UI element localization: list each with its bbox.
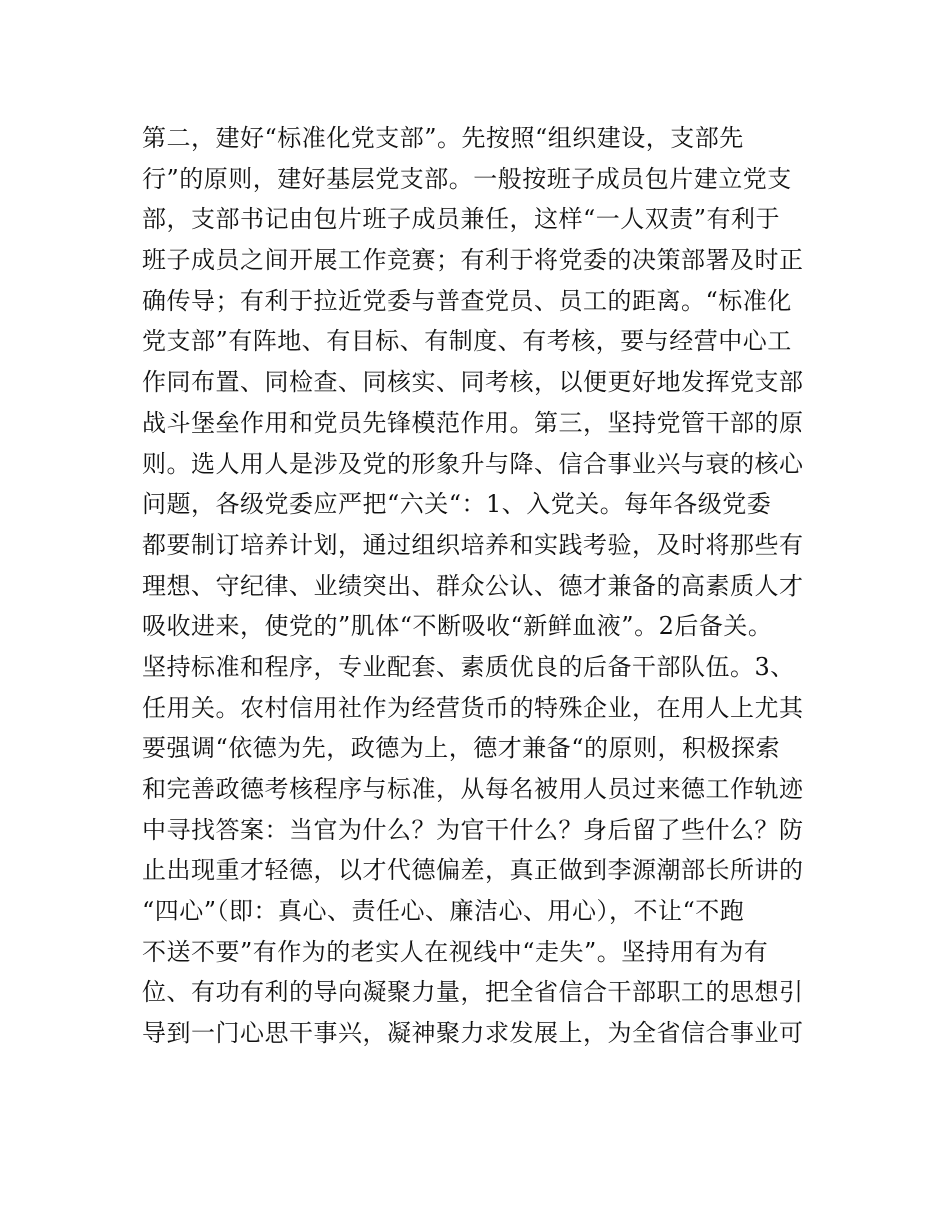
text-line: 坚持标准和程序，专业配套、素质优良的后备干部队伍。3、 — [142, 652, 795, 681]
text-line: 行”的原则，建好基层党支部。一般按班子成员包片建立党支 — [142, 164, 792, 193]
text-line: 中寻找答案：当官为什么？为官干什么？身后留了些什么？防 — [142, 815, 804, 844]
text-line: 部，支部书记由包片班子成员兼任，这样“一人双责”有利于 — [142, 205, 781, 234]
text-line: 止出现重才轻德，以才代德偏差，真正做到李源潮部长所讲的 — [142, 856, 804, 885]
text-line: 第二，建好“标准化党支部”。先按照“组织建设，支部先 — [142, 124, 744, 152]
body-text — [142, 118, 822, 1054]
text-line: 任用关。农村信用社作为经营货币的特殊企业，在用人上尤其 — [142, 693, 804, 722]
text-line: “四心”（即：真心、责任心、廉洁心、用心），不让“不跑 — [142, 897, 745, 926]
text-line: 党支部”有阵地、有目标、有制度、有考核，要与经营中心工 — [142, 327, 792, 356]
text-line: 战斗堡垒作用和党员先锋模范作用。第三，坚持党管干部的原 — [142, 408, 804, 437]
text-line: 理想、守纪律、业绩突出、群众公认、德才兼备的高素质人才 — [142, 571, 804, 600]
text-line: 作同布置、同检查、同核实、同考核，以便更好地发挥党支部 — [142, 368, 804, 397]
text-line: 要强调“依德为先，政德为上，德才兼备“的原则，积极探索 — [142, 734, 781, 763]
text-line: 则。选人用人是涉及党的形象升与降、信合事业兴与衰的核心 — [142, 449, 804, 478]
text-line: 不送不要”有作为的老实人在视线中“走失”。坚持用有为有 — [142, 937, 769, 966]
text-line: 确传导；有利于拉近党委与普查党员、员工的距离。“标准化 — [142, 286, 792, 315]
text-line: 导到一门心思干事兴，凝神聚力求发展上，为全省信合事业可 — [142, 1019, 804, 1048]
text-line: 都要制订培养计划，通过组织培养和实践考验，及时将那些有 — [142, 530, 804, 559]
text-line: 问题，各级党委应严把“六关“：1、入党关。每年各级党委 — [142, 490, 772, 519]
text-line: 位、有功有利的导向凝聚力量，把全省信合干部职工的思想引 — [142, 978, 804, 1007]
text-line: 吸收进来，使党的”肌体“不断吸收“新鲜血液”。2后备关。 — [142, 612, 773, 641]
text-line: 班子成员之间开展工作竞赛；有利于将党委的决策部署及时正 — [142, 246, 804, 275]
text-line: 和完善政德考核程序与标准，从每名被用人员过来德工作轨迹 — [142, 775, 804, 803]
